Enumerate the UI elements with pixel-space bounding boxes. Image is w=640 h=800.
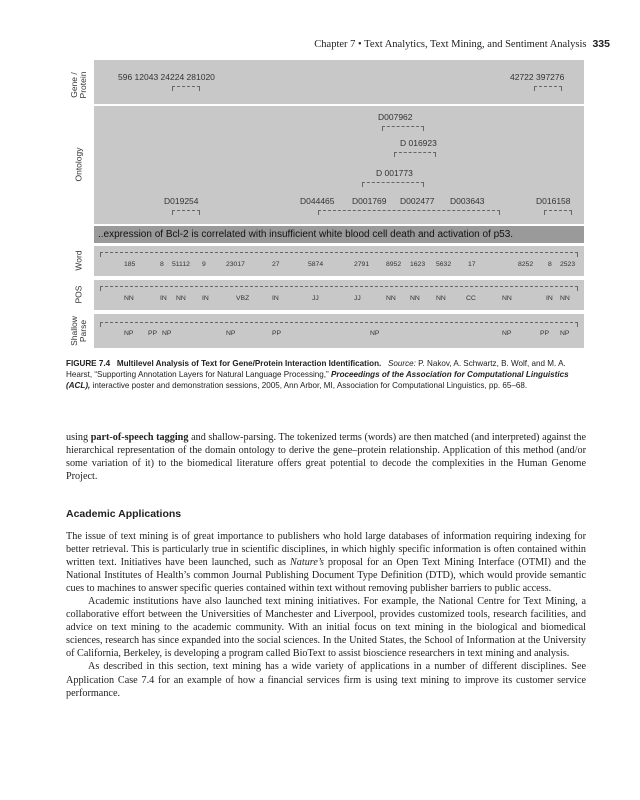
paragraph-2 xyxy=(66,530,586,595)
parse-tag: NP xyxy=(124,330,134,337)
ontology-term: D 016923 xyxy=(400,138,437,148)
word-id: 9 xyxy=(202,261,206,268)
row-label-ontology: Ontology xyxy=(73,147,84,182)
bracket xyxy=(362,182,424,187)
word-id: 8 xyxy=(160,261,164,268)
section-heading: Academic Applications xyxy=(66,508,182,520)
page-number: 335 xyxy=(592,38,610,50)
parse-brackets xyxy=(100,322,578,327)
header-text: Chapter 7 • Text Analytics, Text Mining, and Sentiment Analysis xyxy=(314,39,587,50)
pos-tag: NN xyxy=(386,295,396,302)
pos-brackets xyxy=(100,286,578,291)
word-id: 185 xyxy=(124,261,136,268)
word-id: 2523 xyxy=(560,261,576,268)
source-label: Source: xyxy=(388,359,416,368)
bracket xyxy=(394,152,436,157)
pos-tag: JJ xyxy=(312,295,319,302)
ontology-term: D016158 xyxy=(536,196,571,206)
parse-tag: NP xyxy=(162,330,172,337)
word-id: 2791 xyxy=(354,261,370,268)
ontology-term: D044465 xyxy=(300,196,335,206)
word-id: 5632 xyxy=(436,261,452,268)
parse-tag: NP xyxy=(370,330,380,337)
pos-tag: JJ xyxy=(354,295,361,302)
pos-tag: IN xyxy=(272,295,279,302)
ontology-band xyxy=(94,106,584,224)
word-id: 1623 xyxy=(410,261,426,268)
row-label-gene: Gene / Protein xyxy=(69,71,88,99)
bracket xyxy=(534,86,562,91)
word-id: 8252 xyxy=(518,261,534,268)
parse-tag: NP xyxy=(502,330,512,337)
word-id: 8952 xyxy=(386,261,402,268)
key-term: part-of-speech tagging xyxy=(90,432,189,443)
word-id: 8 xyxy=(548,261,552,268)
figure-7-4 xyxy=(66,60,584,350)
pos-tag: NN xyxy=(502,295,512,302)
parse-tag: NP xyxy=(560,330,570,337)
bracket xyxy=(172,210,200,215)
bracket xyxy=(318,210,500,215)
ontology-term: D001769 xyxy=(352,196,387,206)
example-sentence: ..expression of Bcl-2 is correlated with insufficient white blood cell death and activation of p53. xyxy=(94,226,584,243)
bracket xyxy=(172,86,200,91)
word-band xyxy=(94,246,584,276)
pos-tag: NN xyxy=(410,295,420,302)
ontology-term: D002477 xyxy=(400,196,435,206)
pos-tag: NN xyxy=(436,295,446,302)
word-id: 5874 xyxy=(308,261,324,268)
para2-pre: The issue of text mining is of great importance to publishers who hold large databases of information requiring indexing for better retrieval. This is particularly true in scientific disciplines, in which highly specific information is often contained within written text. Initiatives have been launched, such as xyxy=(66,531,586,569)
ontology-term: D 001773 xyxy=(376,168,413,178)
running-header xyxy=(314,38,610,50)
paragraph-1 xyxy=(66,431,586,483)
ontology-term: D003643 xyxy=(450,196,485,206)
bracket xyxy=(544,210,572,215)
parse-tag: PP xyxy=(272,330,282,337)
row-label-shallow-parse: Shallow Parse xyxy=(69,316,88,346)
ontology-term: D019254 xyxy=(164,196,199,206)
word-brackets xyxy=(100,252,578,257)
pos-tag: IN xyxy=(202,295,209,302)
para2-post: proposal for an Open Text Mining Interface (OTMI) and the National Institutes of Health’s common Journal Publishing Document Type Definition (DTD), which would provide semantic cues to machines to answer specific queries contained within text without removing publisher barriers to public access. xyxy=(66,557,587,595)
paragraph-4: As described in this section, text mining has a wide variety of applications in a number of different disciplines. See Application Case 7.4 for an example of how a financial services firm is using text mining to improve its customer service performance. xyxy=(66,661,586,699)
row-label-word: Word xyxy=(73,250,84,271)
pos-tag: CC xyxy=(466,295,476,302)
parse-tag: NP xyxy=(226,330,236,337)
row-label-pos: POS xyxy=(73,285,84,304)
word-id: 23017 xyxy=(226,261,245,268)
caption-venue: Proceedings of the Association for Computational Linguistics (ACL), xyxy=(66,370,569,390)
figure-caption xyxy=(66,358,586,391)
para2-italic: Nature’s xyxy=(289,557,324,569)
bracket xyxy=(382,126,424,131)
para1-post: and shallow-parsing. The tokenized terms (words) are then matched (and interpreted) against the hierarchical representation of the domain ontology to derive the gene–protein relationship. Application of this method (and/or some variation of it) to the biomedical literature offers great potential to decode the complexities in the Human Genome Project. xyxy=(66,432,587,483)
para1-pre: using xyxy=(66,432,89,443)
pos-tag: NN xyxy=(560,295,570,302)
pos-tag: NN xyxy=(176,295,186,302)
pos-tag: VBZ xyxy=(236,295,250,302)
gene-ids-right: 42722 397276 xyxy=(510,72,565,82)
ontology-term: D007962 xyxy=(378,112,413,122)
word-id: 51112 xyxy=(172,261,190,268)
word-id: 27 xyxy=(272,261,280,268)
caption-rest: interactive poster and demonstration sessions, 2005, Ann Arbor, MI, Association for Computational Linguistics, pp. 65–68. xyxy=(92,381,528,390)
pos-tag: NN xyxy=(124,295,134,302)
parse-tag: PP xyxy=(148,330,158,337)
gene-ids-left: 596 12043 24224 281020 xyxy=(118,72,215,82)
pos-tag: IN xyxy=(160,295,167,302)
figure-title: Multilevel Analysis of Text for Gene/Protein Interaction Identification. xyxy=(116,359,382,368)
body-text xyxy=(66,530,586,700)
gene-protein-band xyxy=(94,60,584,104)
figure-label: FIGURE 7.4 xyxy=(66,359,111,368)
parse-tag: PP xyxy=(540,330,550,337)
pos-tag: IN xyxy=(546,295,553,302)
paragraph-3: Academic institutions have also launched text mining initiatives. For example, the National Centre for Text Mining, a collaborative effort between the Universities of Manchester and Liverpool, provides customized tools, research facilities, and advice on text mining to the academic community. With an initial focus on text mining in the biological and biomedical sciences, research has since expanded into the social sciences. In the United States, the School of Information at the University of California, Berkeley, is developing a program called BioText to assist bioscience researchers in text mining and analysis. xyxy=(66,596,586,660)
caption-authors: P. Nakov, A. Schwartz, B. Wolf, and M. A. Hearst, “Supporting Annotation Layers for Natural Language Processing,” xyxy=(66,359,566,379)
word-id: 17 xyxy=(468,261,476,268)
